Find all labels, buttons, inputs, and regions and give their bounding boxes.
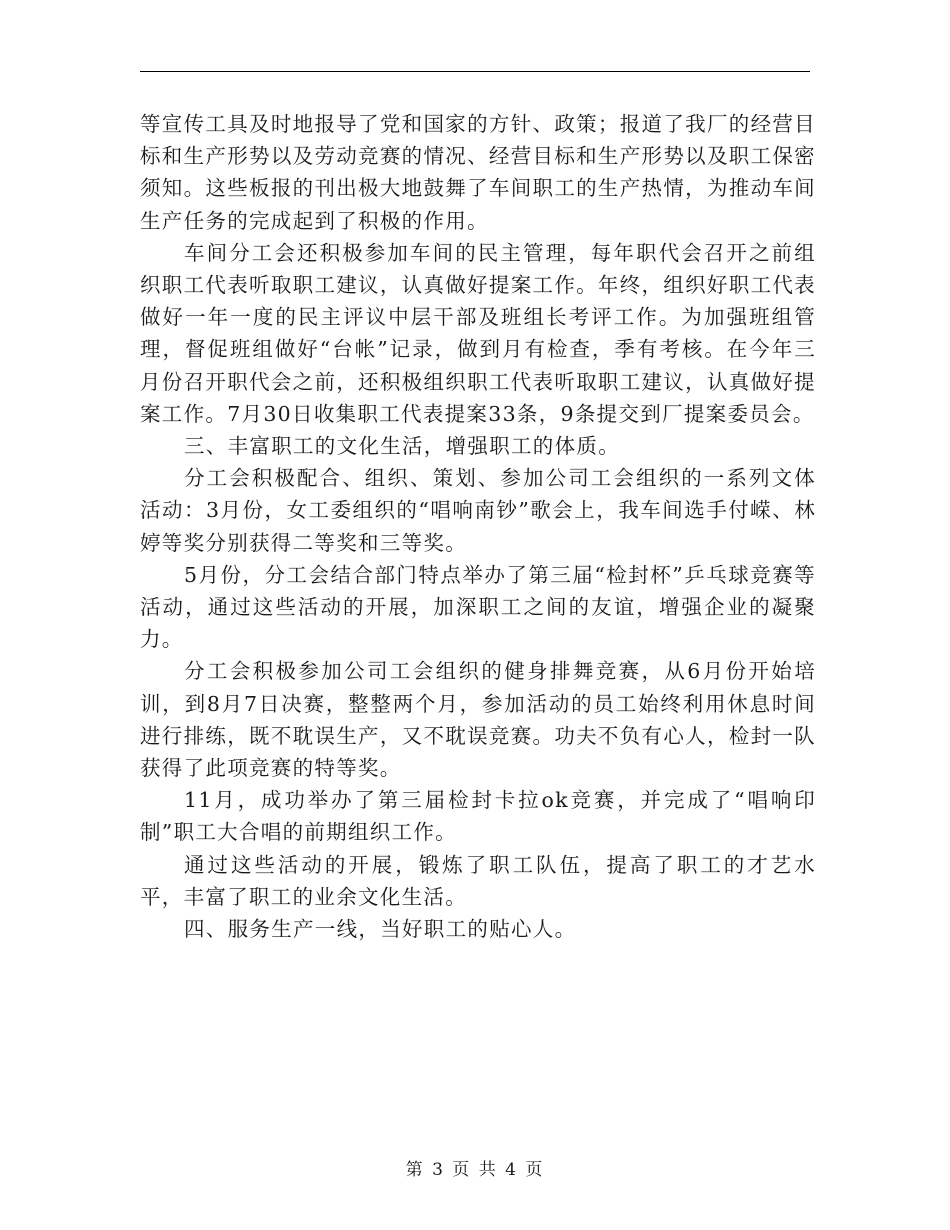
paragraph-line-dance: 分工会积极参加公司工会组织的健身排舞竞赛，从6月份开始培训，到8月7日决赛，整整两个月，参加活动的员工始终利用休息时间进行排练，既不耽误生产，又不耽误竞赛。功夫不负有心人，检封一队获得了此项竞赛的特等奖。 [140,659,816,781]
paragraph-continuation: 等宣传工具及时地报导了党和国家的方针、政策；报道了我厂的经营目标和生产形势以及劳动竞赛的情况、经营目标和生产形势以及职工保密须知。这些板报的刊出极大地鼓舞了车间职工的生产热情，为推动车间生产任务的完成起到了积极的作用。 [140,112,816,233]
paragraph-summary: 通过这些活动的开展，锻炼了职工队伍，提高了职工的才艺水平，丰富了职工的业余文化生活。 [140,852,816,909]
body-text [140,108,816,945]
section-heading-four: 四、服务生产一线，当好职工的贴心人。 [184,917,577,942]
paragraph-karaoke: 11月，成功举办了第三届检封卡拉ok竞赛，并完成了“唱响印制”职工大合唱的前期组织工作。 [140,788,816,845]
paragraph-table-tennis: 5月份，分工会结合部门特点举办了第三届“检封杯”乒乓球竞赛等活动，通过这些活动的开展，加深职工之间的友谊，增强企业的凝聚力。 [140,562,816,652]
page-number-label: 第 3 页 共 4 页 [405,1160,545,1180]
page-footer [0,1155,950,1180]
paragraph-cultural-activities: 分工会积极配合、组织、策划、参加公司工会组织的一系列文体活动：3月份，女工委组织的“唱响南钞”歌会上，我车间选手付嵘、林婷等奖分别获得二等奖和三等奖。 [140,466,816,555]
section-heading-three: 三、丰富职工的文化生活，增强职工的体质。 [184,434,620,459]
paragraph-democratic-management: 车间分工会还积极参加车间的民主管理，每年职代会召开之前组织职工代表听取职工建议，认真做好提案工作。年终，组织好职工代表做好一年一度的民主评议中层干部及班组长考评工作。为加强班组管理，督促班组做好“台帐”记录，做到月有检查，季有考核。在今年三月份召开职代会之前，还积极组织职工代表听取职工建议，认真做好提案工作。7月30日收集职工代表提案33条，9条提交到厂提案委员会。 [140,240,816,426]
header-rule [140,71,810,72]
